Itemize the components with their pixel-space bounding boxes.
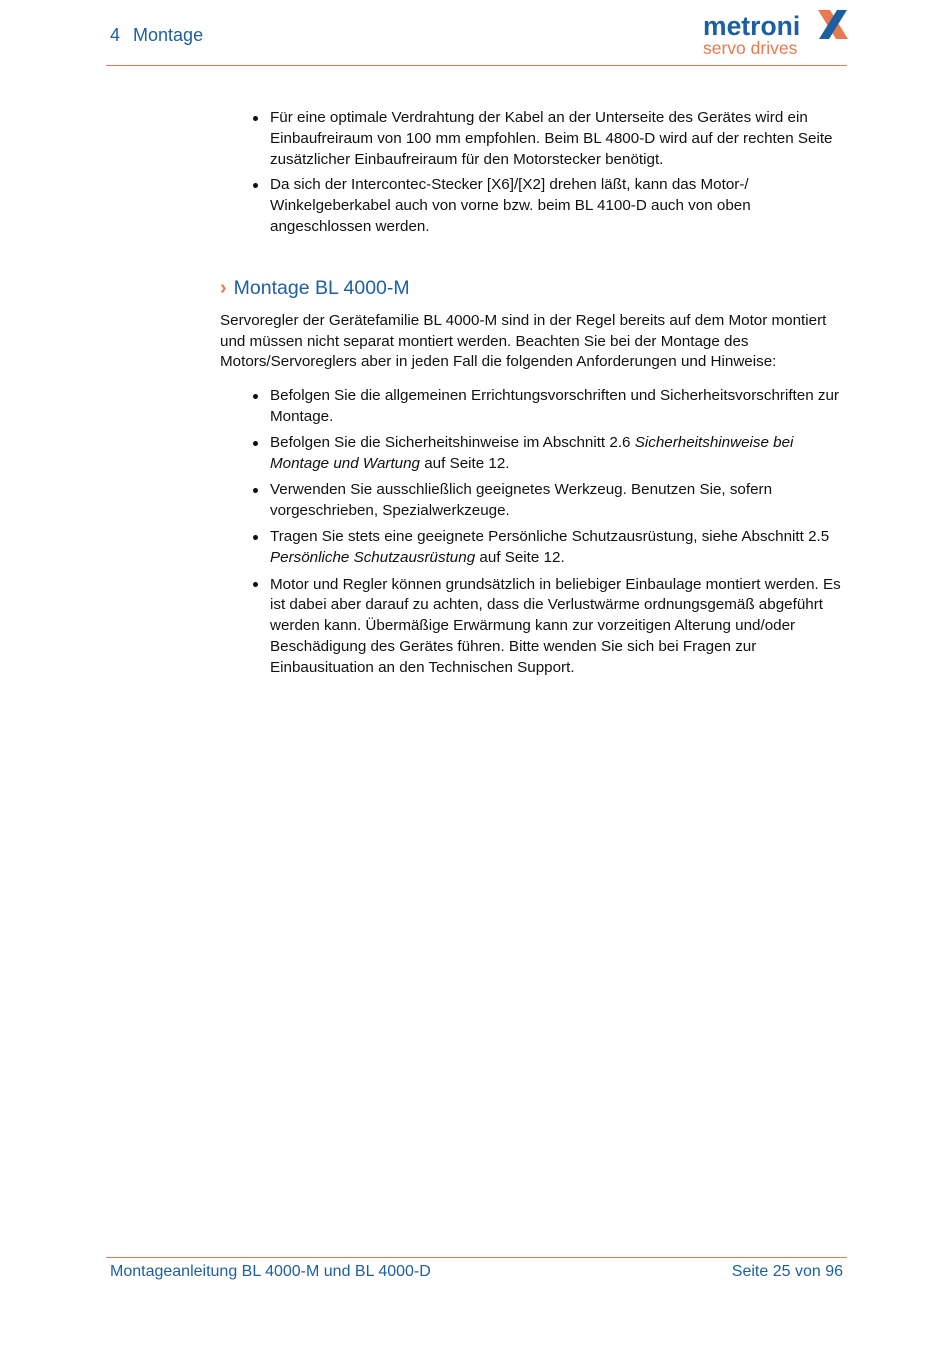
list-item: [220, 527, 850, 569]
section-reference: Persönliche Schutzausrüstung: [270, 549, 476, 567]
footer-page-number: Seite 25 von 96: [731, 1263, 843, 1280]
svg-text:servo drives: servo drives: [703, 38, 798, 58]
list-item: [220, 575, 850, 679]
section-reference: Sicherheitshinweise bei Montage und Wartung: [270, 434, 794, 473]
list-item: [220, 433, 850, 475]
bullet-icon: [253, 488, 258, 493]
list-item-text: Für eine optimale Verdrahtung der Kabel an der Unterseite des Gerätes wird ein Einbaufreiraum von 100 mm empfohlen. Beim BL 4800-D wird auf der rechten Seite zusätzlicher Einbaufreiraum für den Motorstecker benötigt.: [270, 109, 833, 168]
header-divider: [106, 65, 847, 66]
list-item: [220, 386, 850, 428]
section-heading: [220, 276, 850, 300]
intro-bullet-list: [220, 108, 850, 238]
svg-text:metroni: metroni: [703, 11, 801, 41]
bullet-icon: [253, 535, 258, 540]
bullet-icon: [253, 116, 258, 121]
footer-document-title: Montageanleitung BL 4000-M und BL 4000-D: [110, 1263, 431, 1280]
list-item: [220, 480, 850, 522]
bullet-icon: [253, 183, 258, 188]
list-item-text: Tragen Sie stets eine geeignete Persönliche Schutzausrüstung, siehe Abschnitt 2.5: [270, 528, 830, 546]
section-bullet-list: [220, 386, 850, 678]
page-reference: auf Seite 12.: [475, 549, 565, 567]
list-item-text: Befolgen Sie die Sicherheitshinweise im Abschnitt 2.6: [270, 434, 635, 452]
list-item-text: Befolgen Sie die allgemeinen Errichtungsvorschriften und Sicherheitsvorschriften zur Montage.: [270, 387, 839, 425]
section-heading-text: Montage BL 4000-M: [233, 276, 410, 299]
logo-x-mark: [818, 10, 848, 39]
main-content: [220, 108, 850, 679]
chapter-header: [110, 25, 203, 46]
page-reference: auf Seite 12.: [420, 455, 510, 473]
bullet-icon: [253, 394, 258, 399]
bullet-icon: [253, 582, 258, 587]
list-item-text: Motor und Regler können grundsätzlich in beliebiger Einbaulage montiert werden. Es ist dabei aber darauf zu achten, dass die Verlustwärme ordnungsgemäß abgeführt werden kann. Übermäßige Erwärmung kann zur vorzeitigen Alterung und/oder Beschädigung des Gerätes führen. Bitte wenden Sie sich bei Fragen zur Einbausituation an den Technischen Support.: [270, 575, 841, 676]
footer-divider: [106, 1257, 847, 1258]
list-item-text: Da sich der Intercontec-Stecker [X6]/[X2] drehen läßt, kann das Motor-/ Winkelgeberkabel auch von vorne bzw. beim BL 4100-D auch von oben angeschlossen werden.: [270, 176, 751, 235]
list-item: [220, 175, 850, 237]
chevron-right-icon: ›: [220, 276, 227, 299]
metronix-logo: [700, 6, 848, 58]
list-item-text: Verwenden Sie ausschließlich geeignetes Werkzeug. Benutzen Sie, sofern vorgeschrieben, Spezialwerkzeuge.: [270, 481, 773, 520]
chapter-title: Montage: [133, 25, 204, 45]
chapter-number: 4: [110, 25, 121, 45]
section-paragraph: Servoregler der Gerätefamilie BL 4000-M sind in der Regel bereits auf dem Motor montiert und müssen nicht separat montiert werden. Beachten Sie bei der Montage des Motors/Servoreglers aber in jeden Fall die folgenden Anforderungen und Hinweise:: [220, 311, 827, 371]
bullet-icon: [253, 441, 258, 446]
list-item: [220, 108, 850, 170]
